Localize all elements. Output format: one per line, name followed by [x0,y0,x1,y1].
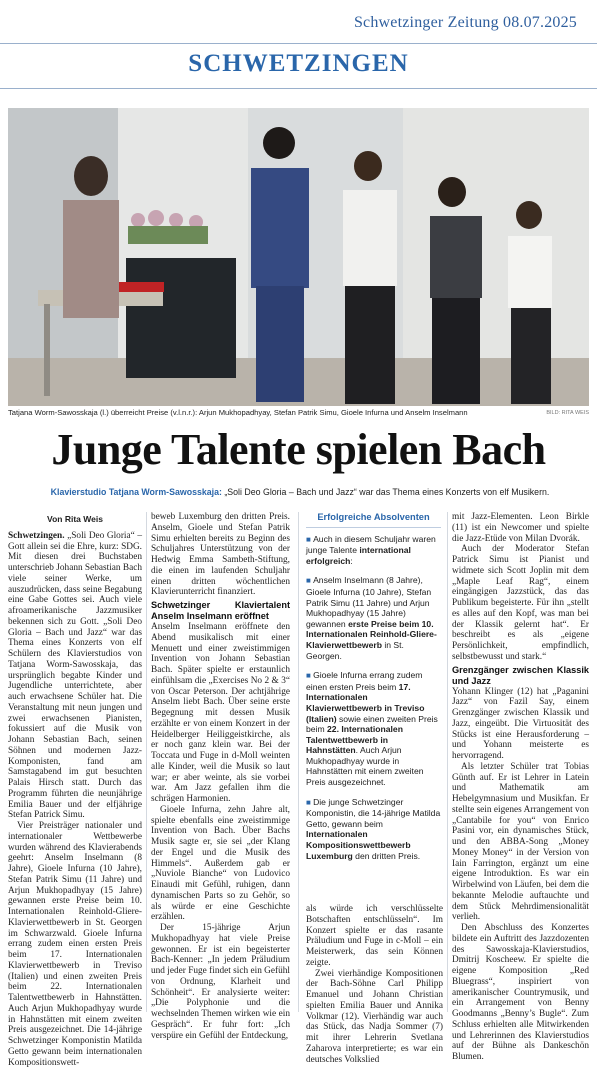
paragraph: Zwei vierhändige Kompositionen der Bach-Söhne Carl Philipp Emanuel und Johann Christian spielten Emilia Bauer und Annika Volkmar (12). Vierhändig war auch das Stück, das Nadja Sommer (7) mit ihrer Lehrerin Svetlana Zaharova interpretierte; es war ein deutsches Volkslied [306,968,443,1065]
paragraph: Anselm Inselmann eröffnete den Abend musikalisch mit einer Menuett und einer zweistimmigen Invention von Johann Sebastian Bach. Später spielte er erstaunlich einfühlsam die „Exercises No 2 & 3“ von Oscar Peterson. Der achtjährige Anselm liebt Bach. Über seine erste Begegnung mit dessen Musik erzählte er von einem Konzert in der Heidelberger Heiliggeistkirche, als er noch ganz klein war. Bei der Toccata und Fuge in d-Moll weinten alle Kinder, weil die Musik so laut war; er aber weinte, als sie vorbei war. Am Jazz gefallen ihm die schrägen Harmonien. [151,622,290,804]
article-column-1 [8,512,142,1068]
byline: Von Rita Weis [47,514,103,524]
photo-credit: BILD: RITA WEIS [546,410,589,416]
article-photo [8,108,589,406]
column-divider [298,512,299,1012]
paragraph: Als letzter Schüler trat Tobias Günth auf. Er ist Lehrer in Latein und Mathematik am Hebelgymnasium und Musikfan. Er stellte sein eigenes Arrangement von „Cantabile for you“ von Enrico Pasini vor, ein dynamisches Stück, und den ABBA-Song „Money Money Money“ in der Version von Iain Farrington, ergänzt um eine eigene Introduktion. Es war ein Wirbelwind von Läufen, bei dem die bekannte Melodie auftauchte und dem Stück Mehrdimensionalität verlieh. [452,761,589,923]
info-box-item [306,575,441,661]
header-rule-bottom [0,88,597,89]
paragraph: Gioele Infurna, zehn Jahre alt, spielte ebenfalls eine zweistimmige Invention von Bach. Über Bachs Musik sagte er, sie sei „der Klang der Engel und die Musik des Himmels“. Außerdem gab er „Nuviole Bianche“ von Ludovico Einaudi mit Gefühl, ruhigen, dann dynamischen Parts so zu Gehör, so als würde er eine Geschichte erzählen. [151,804,290,923]
bullet-icon: ■ [306,671,314,681]
info-box-item-text: Die junge Schwetzinger Komponistin, die 14-jährige Matilda Getto, gewann beim Internationalen Kompositionswettbewerb Luxemburg den dritten Preis. [306,796,441,861]
page-header [0,0,597,44]
photo-caption: Tatjana Worm-Sawosskaja (l.) überreicht Preise (v.l.n.r.): Arjun Mukhopadhyay, Stefan Patrik Simu, Gioele Infurna und Anselm Inselmann [8,408,468,417]
info-box-title: Erfolgreiche Absolventen [317,512,430,522]
bullet-icon: ■ [306,534,314,544]
article-lead [10,487,590,497]
paragraph: als würde ich verschlüsselte Botschaften entschlüsseln“. Im Konzert spielte er das rasante Präludium und Fuge in c-Moll – ein Meisterwerk, das sein Können zeigte. [306,904,443,968]
newspaper-date-line: Schwetzinger Zeitung 08.07.2025 [353,14,577,31]
subheading: Schwetzinger Klaviertalent Anselm Inselmann eröffnet [151,600,290,621]
info-box-item-text: Auch in diesem Schuljahr waren junge Talente international erfolgreich: [306,533,436,566]
article-column-2 [151,512,290,1041]
bullet-icon: ■ [306,576,314,586]
info-box-item-text: Anselm Inselmann (8 Jahre), Gioele Infurna (10 Jahre), Stefan Patrik Simu (11 Jahre) und Arjun Mukhopadhyay (15 Jahre) gewannen erste Preise beim 10. Internationalen Reinhold-Gliere-Klavierwettbewerb in St. Georgen. [306,575,437,661]
dateline-place: Schwetzingen. [8,530,65,541]
info-box-item [306,534,441,567]
paragraph: Vier Preisträger nationaler und internationaler Wettbewerbe wurden während des Klavierabends geehrt: Anselm Inselmann (8 Jahre), Gioele Infurna (10 Jahre), Stefan Patrik Simu (11 Jahre) und Arjun Mukhopadhyay (15 Jahre) gewannen erste Preise beim 10. Internationalen Reinhold-Gliere-Klavierwettbewerb in St. Georgen im Schwarzwald. Gioele Infurna errang zudem einen ersten Preis beim 17. Internationalen Klavierwettbewerb in Treviso (Italien) und einen zweiten Preis beim 22. Internationalen Talentwettbewerb in Hahnstätten. Auch Arjun Mukhopadhyay wurde in Hahnstätten mit einem zweiten Preis ausgezeichnet. Die 14-jährige Schwetzinger Komponistin Matilda Getto gewann beim internationalen Kompositionswett- [8,821,142,1068]
header-rule-top [0,43,597,44]
paragraph: Der 15-jährige Arjun Mukhopadhyay hat viele Preise gewonnen. Er ist ein begeisterter Bach-Kenner: „In jedem Präludium und jeder Fuge findet sich ein Gefühl von Ordnung, Klarheit und Schönheit“. Er analysierte weiter: „Die Polyphonie und die wechselnden Themen wirken wie ein Gespräch“. Er fuhr fort: „Ich verspüre ein Gefühl der Entdeckung, [151,923,290,1041]
column-divider [447,512,448,1012]
lead-text: „Soli Deo Gloria – Bach und Jazz“ war das Thema eines Konzerts von elf Musikern. [221,487,550,497]
subheading: Grenzgänger zwischen Klassik und Jazz [452,664,589,686]
paragraph [8,531,142,821]
info-box-rule [306,527,441,528]
paragraph: Den Abschluss des Konzertes bildete ein Auftritt des Jazzdozenten des Sawosskaja-Klavierstudios, Dmitrij Koscheew. Er spielte die eigene Komposition „Red Bluegrass“, inspiriert von amerikanischer Countrymusik, und ein Arrangement von Benny Goodmanns „Benny’s Bugle“. Zum Schluss erhielten alle Mitwirkenden und Lehrerinnen des Klavierstudios auf der Bühne als Dankeschön Blumen. [452,923,589,1062]
info-box-item [306,670,441,788]
article-column-4 [452,512,589,1063]
lead-kicker: Klavierstudio Tatjana Worm-Sawosskaja: [50,487,222,497]
paragraph: beweb Luxemburg den dritten Preis. Anselm, Gioele und Stefan Patrik Simu erhielten bereits zu Beginn des Schuljahres Unterstützung von der Hedwig Emma Sambeth-Stiftung, die einen im laufenden Schuljahr einen dritten wöchentlichen Klavierunterricht finanziert. [151,512,290,598]
info-box [306,512,441,906]
paragraph-text: „Soli Deo Gloria“ – Gott allein sei die Ehre, kurz: SDG. Mit diesen drei Buchstaben unterschrieb Johann Sebastian Bach viele seiner Werke, um auszudrücken, dass seine Begabung eine Gabe Gottes sei. Auch viele afroamerikanische Jazzmusiker bekennen sich zu Gott. „Soli Deo Gloria – Bach und Jazz“ war das Thema eines Konzerts von elf Schülern des Klavierstudios von Tatjana Worm-Sawosskaja, das ursprünglich begabte Kinder und Jugendliche unterrichtete, aber auch erwachsene Schüler hat. Die Veranstaltung mit neun jungen und zwei erwachsenen Pianisten, fokussiert auf die Musik von Johann Sebastian Bach, seinen Söhnen und modernen Jazz-Komponisten, fand am Samstagabend im gut besuchten Palais Hirsch statt. Durch das Programm führten die neunjährige Emilia Bauer und der elfjährige Stefan Patrick Simu. [8,530,142,821]
info-box-item [306,797,441,862]
article-column-3 [306,904,443,1065]
article-headline: Junge Talente spielen Bach [51,425,546,474]
section-title: SCHWETZINGEN [188,50,409,77]
column-divider [146,512,147,1012]
paragraph: Auch der Moderator Stefan Patrick Simu ist Pianist und widmete sich Scott Joplin mit dem „Maple Leaf Rag“, einem eingängigen Jazzstück, das das Publikum begeisterte. Für ihn „stellt es alles auf den Kopf, was man bei der Klassik gelernt hat“. Er beschreibt es als „eigene Persönlichkeit, empfindlich, selbstbewusst und stark.“ [452,544,589,662]
bullet-icon: ■ [306,797,314,807]
paragraph: Yohann Klinger (12) hat „Paganini Jazz“ von Fazil Say, einem Grenzgänger zwischen Klassik und Jazz, eingeübt. Die Virtuosität des Stücks ist eine Herausforderung – und Yohann meisterte es hervorragend. [452,686,589,761]
paragraph: mit Jazz-Elementen. Leon Birkle (11) ist ein Newcomer und spielte die Jazz-Etüde von Milan Dvorák. [452,512,589,544]
info-box-item-text: Gioele Infurna errang zudem einen ersten Preis beim 17. Internationalen Klavierwettbewerb in Treviso (Italien) sowie einen zweiten Preis beim 22. Internationalen Talentwettbewerb in Hahnstätten. Auch Arjun Mukhopadhyay wurde in Hahnstätten mit einem zweiten Preis ausgezeichnet. [306,670,438,788]
